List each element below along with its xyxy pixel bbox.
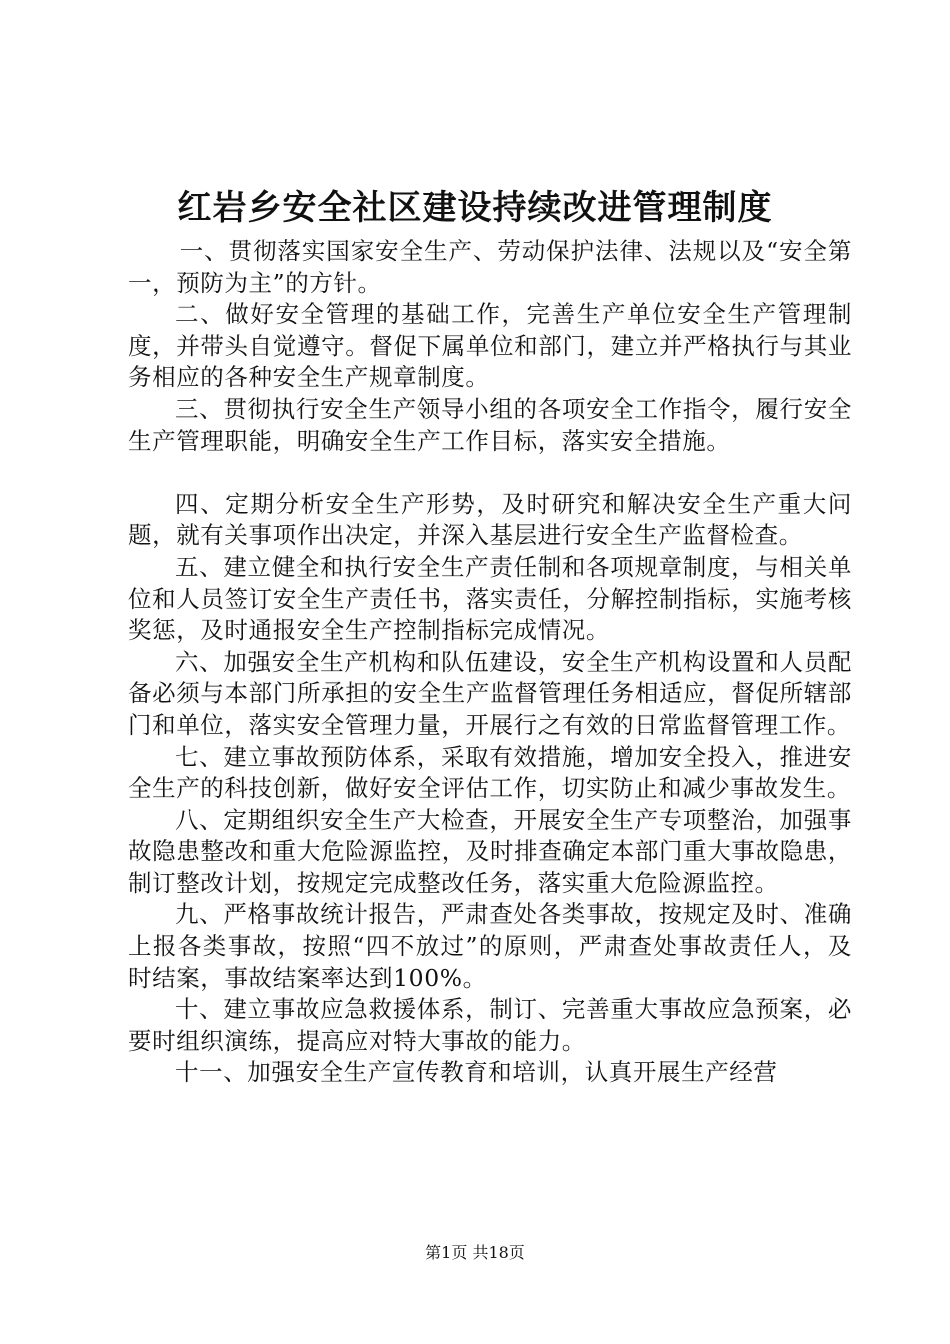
paragraph-1: 一、贯彻落实国家安全生产、劳动保护法律、法规以及“安全第一，预防为主”的方针。 [128, 237, 852, 297]
paragraph-8: 八、定期组织安全生产大检查，开展安全生产专项整治，加强事故隐患整改和重大危险源监控，及时排查确定本部门重大事故隐患，制订整改计划，按规定完成整改任务，落实重大危险源监控。 [128, 805, 852, 897]
paragraph-10: 十、建立事故应急救援体系，制订、完善重大事故应急预案，必要时组织演练，提高应对特大事故的能力。 [128, 995, 852, 1055]
paragraph-11: 十一、加强安全生产宣传教育和培训，认真开展生产经营 [175, 1058, 778, 1087]
paragraph-7: 七、建立事故预防体系，采取有效措施，增加安全投入，推进安全生产的科技创新，做好安全评估工作，切实防止和减少事故发生。 [128, 742, 852, 803]
page-number-footer: 第1页 共18页 [425, 1243, 525, 1262]
paragraph-spacer [128, 457, 852, 489]
document-title: 红岩乡安全社区建设持续改进管理制度 [177, 188, 773, 228]
paragraph-3: 三、贯彻执行安全生产领导小组的各项安全工作指令，履行安全生产管理职能，明确安全生产工作目标，落实安全措施。 [128, 394, 852, 455]
paragraph-6: 六、加强安全生产机构和队伍建设，安全生产机构设置和人员配备必须与本部门所承担的安全生产监督管理任务相适应，督促所辖部门和单位，落实安全管理力量，开展行之有效的日常监督管理工作。 [128, 647, 852, 739]
document-body [128, 236, 852, 1089]
paragraph-9: 九、严格事故统计报告，严肃查处各类事故，按规定及时、准确上报各类事故，按照“四不放过”的原则，严肃查处事故责任人，及时结案，事故结案率达到100%。 [128, 900, 852, 992]
paragraph-2: 二、做好安全管理的基础工作，完善生产单位安全生产管理制度，并带头自觉遵守。督促下属单位和部门，建立并严格执行与其业务相应的各种安全生产规章制度。 [128, 300, 852, 392]
paragraph-4: 四、定期分析安全生产形势，及时研究和解决安全生产重大问题，就有关事项作出决定，并深入基层进行安全生产监督检查。 [128, 489, 852, 550]
paragraph-5: 五、建立健全和执行安全生产责任制和各项规章制度，与相关单位和人员签订安全生产责任书，落实责任，分解控制指标，实施考核奖惩，及时通报安全生产控制指标完成情况。 [128, 552, 852, 645]
